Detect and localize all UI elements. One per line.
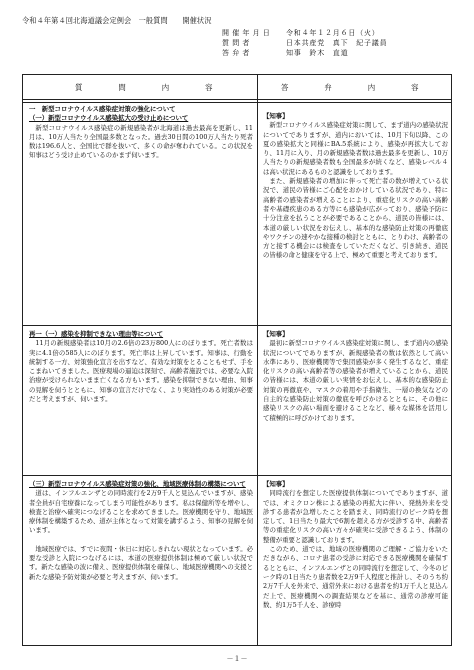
question-text: 道は、インフルエンザとの同時流行を2万9千人と見込んでいますが、感染者全員が自宅療養になってしまう可能性があります。私は保健所等を増やし、検査と治療へ確実につなげることを求めてきました。医療機関を守り、地域医療体制を構築するため、道が主体となって対策を講ずるよう、知事の見解を伺います。: [29, 489, 253, 535]
answer-text: また、新規感染者の増加に伴って死亡者の数が増えている状況で、道民の皆様にご心配をおかけしている状況であり、特に高齢者の感染者が増えることにより、重症化リスクの高い高齢者や基礎疾患のある方等にも感染が広がっており、感染予防に十分注意を払うことが必要であることから、道民の皆様には、本道の厳しい状況をお伝えし、基本的な感染防止対策の再徹底やワクチンの速やかな接種の検討とともに、とりわけ、高齢者の方と接する機会には検査をしていただくなど、引き続き、道民の皆様の命と健康を守る上で、極めて重要と考えております。: [263, 177, 448, 260]
subsection-heading: （一）新型コロナウイルス感染拡大の受け止めについて: [29, 114, 189, 123]
answer-text: 新型コロナウイルス感染症対策に関して、まず道内の感染状況についてでありますが、道内においては、10月下旬以降、この夏の感染拡大と同様にBA.5系統により、感染が再拡大しており、11月に入り、月の新規感染者数は過去最多を更新し、10万人当たりの新規感染者数も全国最多が続くなど、感染レベル４は高い状況にあるものと認識をしております。: [263, 121, 448, 176]
section-heading: （三）新型コロナウイルス感染症対策の強化、地域医療体制の構築について: [29, 480, 246, 488]
answer-cell-1: [263, 105, 448, 261]
header-rule-double: [23, 102, 451, 103]
answer-text: このため、道では、地域の医療機関のご理解・ご協力をいただきながら、コロナ患者の受診に対応できる医療機関を確保するとともに、インフルエンザとの同時流行を想定して、今冬のピーク時の1日当たり患者数を2万9千人程度と推計し、そのうち約2万7千人を外来で、通常外来における患者を約1万千人と見込んだ上で、医療機関への調査結果などを基に、通常の診療可能数、約1万5千人を、診療時: [263, 545, 448, 609]
answer-label: 【知事】: [263, 480, 289, 488]
meta-value: 令和４年１２月６日（火）: [286, 29, 380, 37]
answer-text: 同時流行を想定した医療提供体制についてでありますが、道では、オミクロン株による感染の再拡大に伴い、発熱外来を受診する患者が急増したことを踏まえ、同時流行のピーク時を想定して、1日当たり最大で6割を超える方が受診する中、高齢者等の重症化リスクの高い方々が確実に受診できるよう、体制の整備が重要と認識しております。: [263, 489, 448, 544]
answer-label: 【知事】: [263, 112, 289, 120]
meta-key: 開催年月日: [222, 29, 273, 37]
answer-cell-3: [263, 480, 448, 610]
meeting-info: [222, 28, 387, 59]
answer-label: 【知事】: [263, 330, 289, 338]
document-title: 令和４年第４回北海道議会定例会 一般質問 開催状況: [22, 16, 212, 25]
meta-value: 日本共産党 真下 紀子議員: [286, 39, 388, 48]
row-divider: [23, 475, 451, 476]
row-divider: [23, 325, 451, 326]
answer-text: 最初に新型コロナウイルス感染症対策に関し、まず道内の感染状況についてでありますが、新規感染者の数は依然として高い水準にあり、医療機関等で集団感染が多く発生するなど、重症化リスクの高い高齢者等の感染者が増えていることから、道民の皆様には、本道の厳しい実情をお伝えし、基本的な感染防止対策の再徹底や、マスクの着用や手指衛生、一層の換気などの自主的な感染防止対策の徹底を呼びかけるとともに、その他に感染リスクの高い場面を避けることなど、様々な媒体を活用して積極的に呼びかけております。: [263, 339, 448, 422]
meta-row-answerer: [222, 48, 387, 58]
answer-cell-2: [263, 330, 448, 423]
section-heading: 再一（一）感染を抑制できない理由等について: [29, 330, 164, 338]
question-text: 11月の新規感染者は10月の2.6倍の23万800人にのぼります。死亡者数は実に4.1倍の585人にのぼります。死亡率は上昇しています。知事は、行動を統制する一方、対策強化宣言を出すなど、有効な対策をとることもせず、手をこまねいてきました。医療現場の逼迫は深刻で、高齢者施設では、必要な入院治療が受けられないまま亡くなる方もいます。感染を抑制できない理由、知事の見解を伺うとともに、知事の宣言だけでなく、より実効性のある対策が必要だと考えますが、伺います。: [29, 339, 253, 404]
header-rule: [23, 99, 451, 100]
question-cell-1: [29, 105, 253, 161]
meta-key: 質問者: [222, 39, 253, 48]
meta-value: 知事 鈴木 直道: [286, 49, 349, 58]
question-cell-2: [29, 330, 253, 404]
meta-row-date: [222, 28, 387, 38]
qa-table: [22, 74, 455, 646]
question-column-header: 質問内容: [75, 83, 249, 92]
meta-key: 答弁者: [222, 49, 253, 58]
meta-row-questioner: [222, 38, 387, 48]
answer-column-header: 答弁内容: [281, 83, 455, 92]
question-cell-3: [29, 480, 253, 582]
question-text: 新型コロナウイルス感染症の新規感染者が北海道は過去最高を更新し、11月は、10万人当たり全国最多数となった。過去30日間の100万人当たり死者数は196.6人と、全国比で群を抜いて、多くの命が奪われている。この状況を知事はどう受け止めているのかまず伺います。: [29, 123, 253, 160]
page-number: －１－: [226, 655, 248, 663]
column-divider: [257, 75, 258, 645]
section-heading: 一 新型コロナウイルス感染症対策の強化について: [29, 105, 176, 113]
question-text: 地域医療では、すでに夜間・休日に対応しきれない現状となっています。必要な受診と入院につなげるには、本道の医療提供体制は極めて厳しい状況です。新たな感染の波に備え、医療提供体制を確保し、地域医療機関への支援と新たな感染予防対策が必要と考えますが、伺います。: [29, 544, 253, 581]
